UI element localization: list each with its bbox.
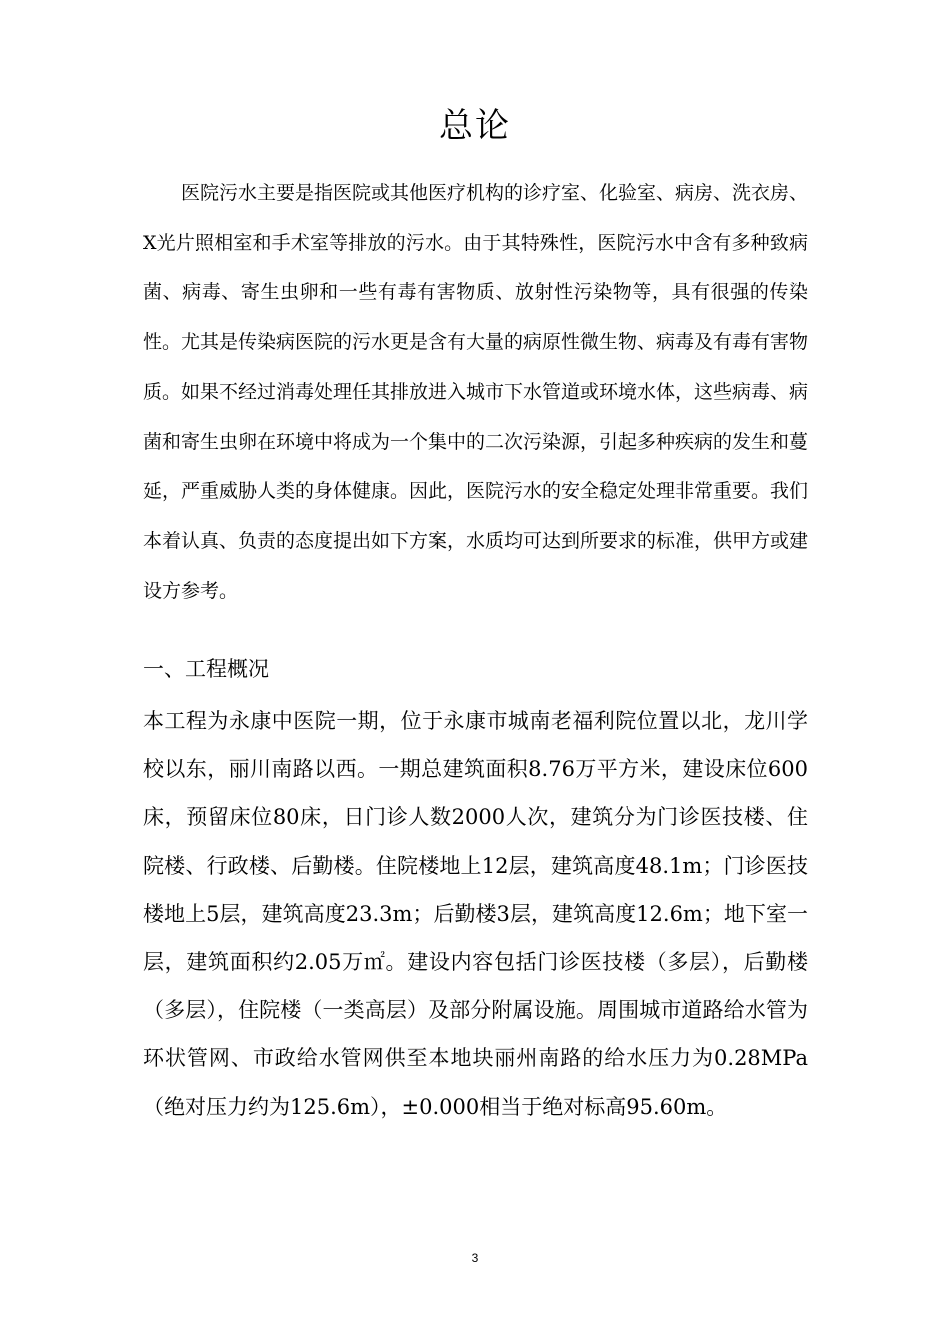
project-overview-paragraph: 本工程为永康中医院一期，位于永康市城南老福利院位置以北，龙川学校以东，丽川南路以西。一期总建筑面积8.76万平方米，建设床位600床，预留床位80床，日门诊人数2000人次，建筑分为门诊医技楼、住院楼、行政楼、后勤楼。住院楼地上12层，建筑高度48.1m；门诊医技楼地上5层，建筑高度23.3m；后勤楼3层，建筑高度12.6m；地下室一层，建筑面积约2.05万㎡。建设内容包括门诊医技楼（多层），后勤楼（多层），住院楼（一类高层）及部分附属设施。周围城市道路给水管为环状管网、市政给水管网供至本地块丽州南路的给水压力为0.28MPa（绝对压力约为125.6m），±0.000相当于绝对标高95.60m。: [143, 709, 808, 1119]
page-title: 总论: [439, 106, 511, 146]
intro-paragraph: 医院污水主要是指医院或其他医疗机构的诊疗室、化验室、病房、洗衣房、X光片照相室和手术室等排放的污水。由于其特殊性，医院污水中含有多种致病菌、病毒、寄生虫卵和一些有毒有害物质、放射性污染物等，具有很强的传染性。尤其是传染病医院的污水更是含有大量的病原性微生物、病毒及有毒有害物质。如果不经过消毒处理任其排放进入城市下水管道或环境水体，这些病毒、病菌和寄生虫卵在环境中将成为一个集中的二次污染源，引起多种疾病的发生和蔓延，严重威胁人类的身体健康。因此，医院污水的安全稳定处理非常重要。我们本着认真、负责的态度提出如下方案，水质均可达到所要求的标准，供甲方或建设方参考。: [143, 182, 809, 602]
section-heading-project-overview: 一、工程概况: [143, 657, 269, 681]
page-number: 3: [471, 1251, 479, 1265]
